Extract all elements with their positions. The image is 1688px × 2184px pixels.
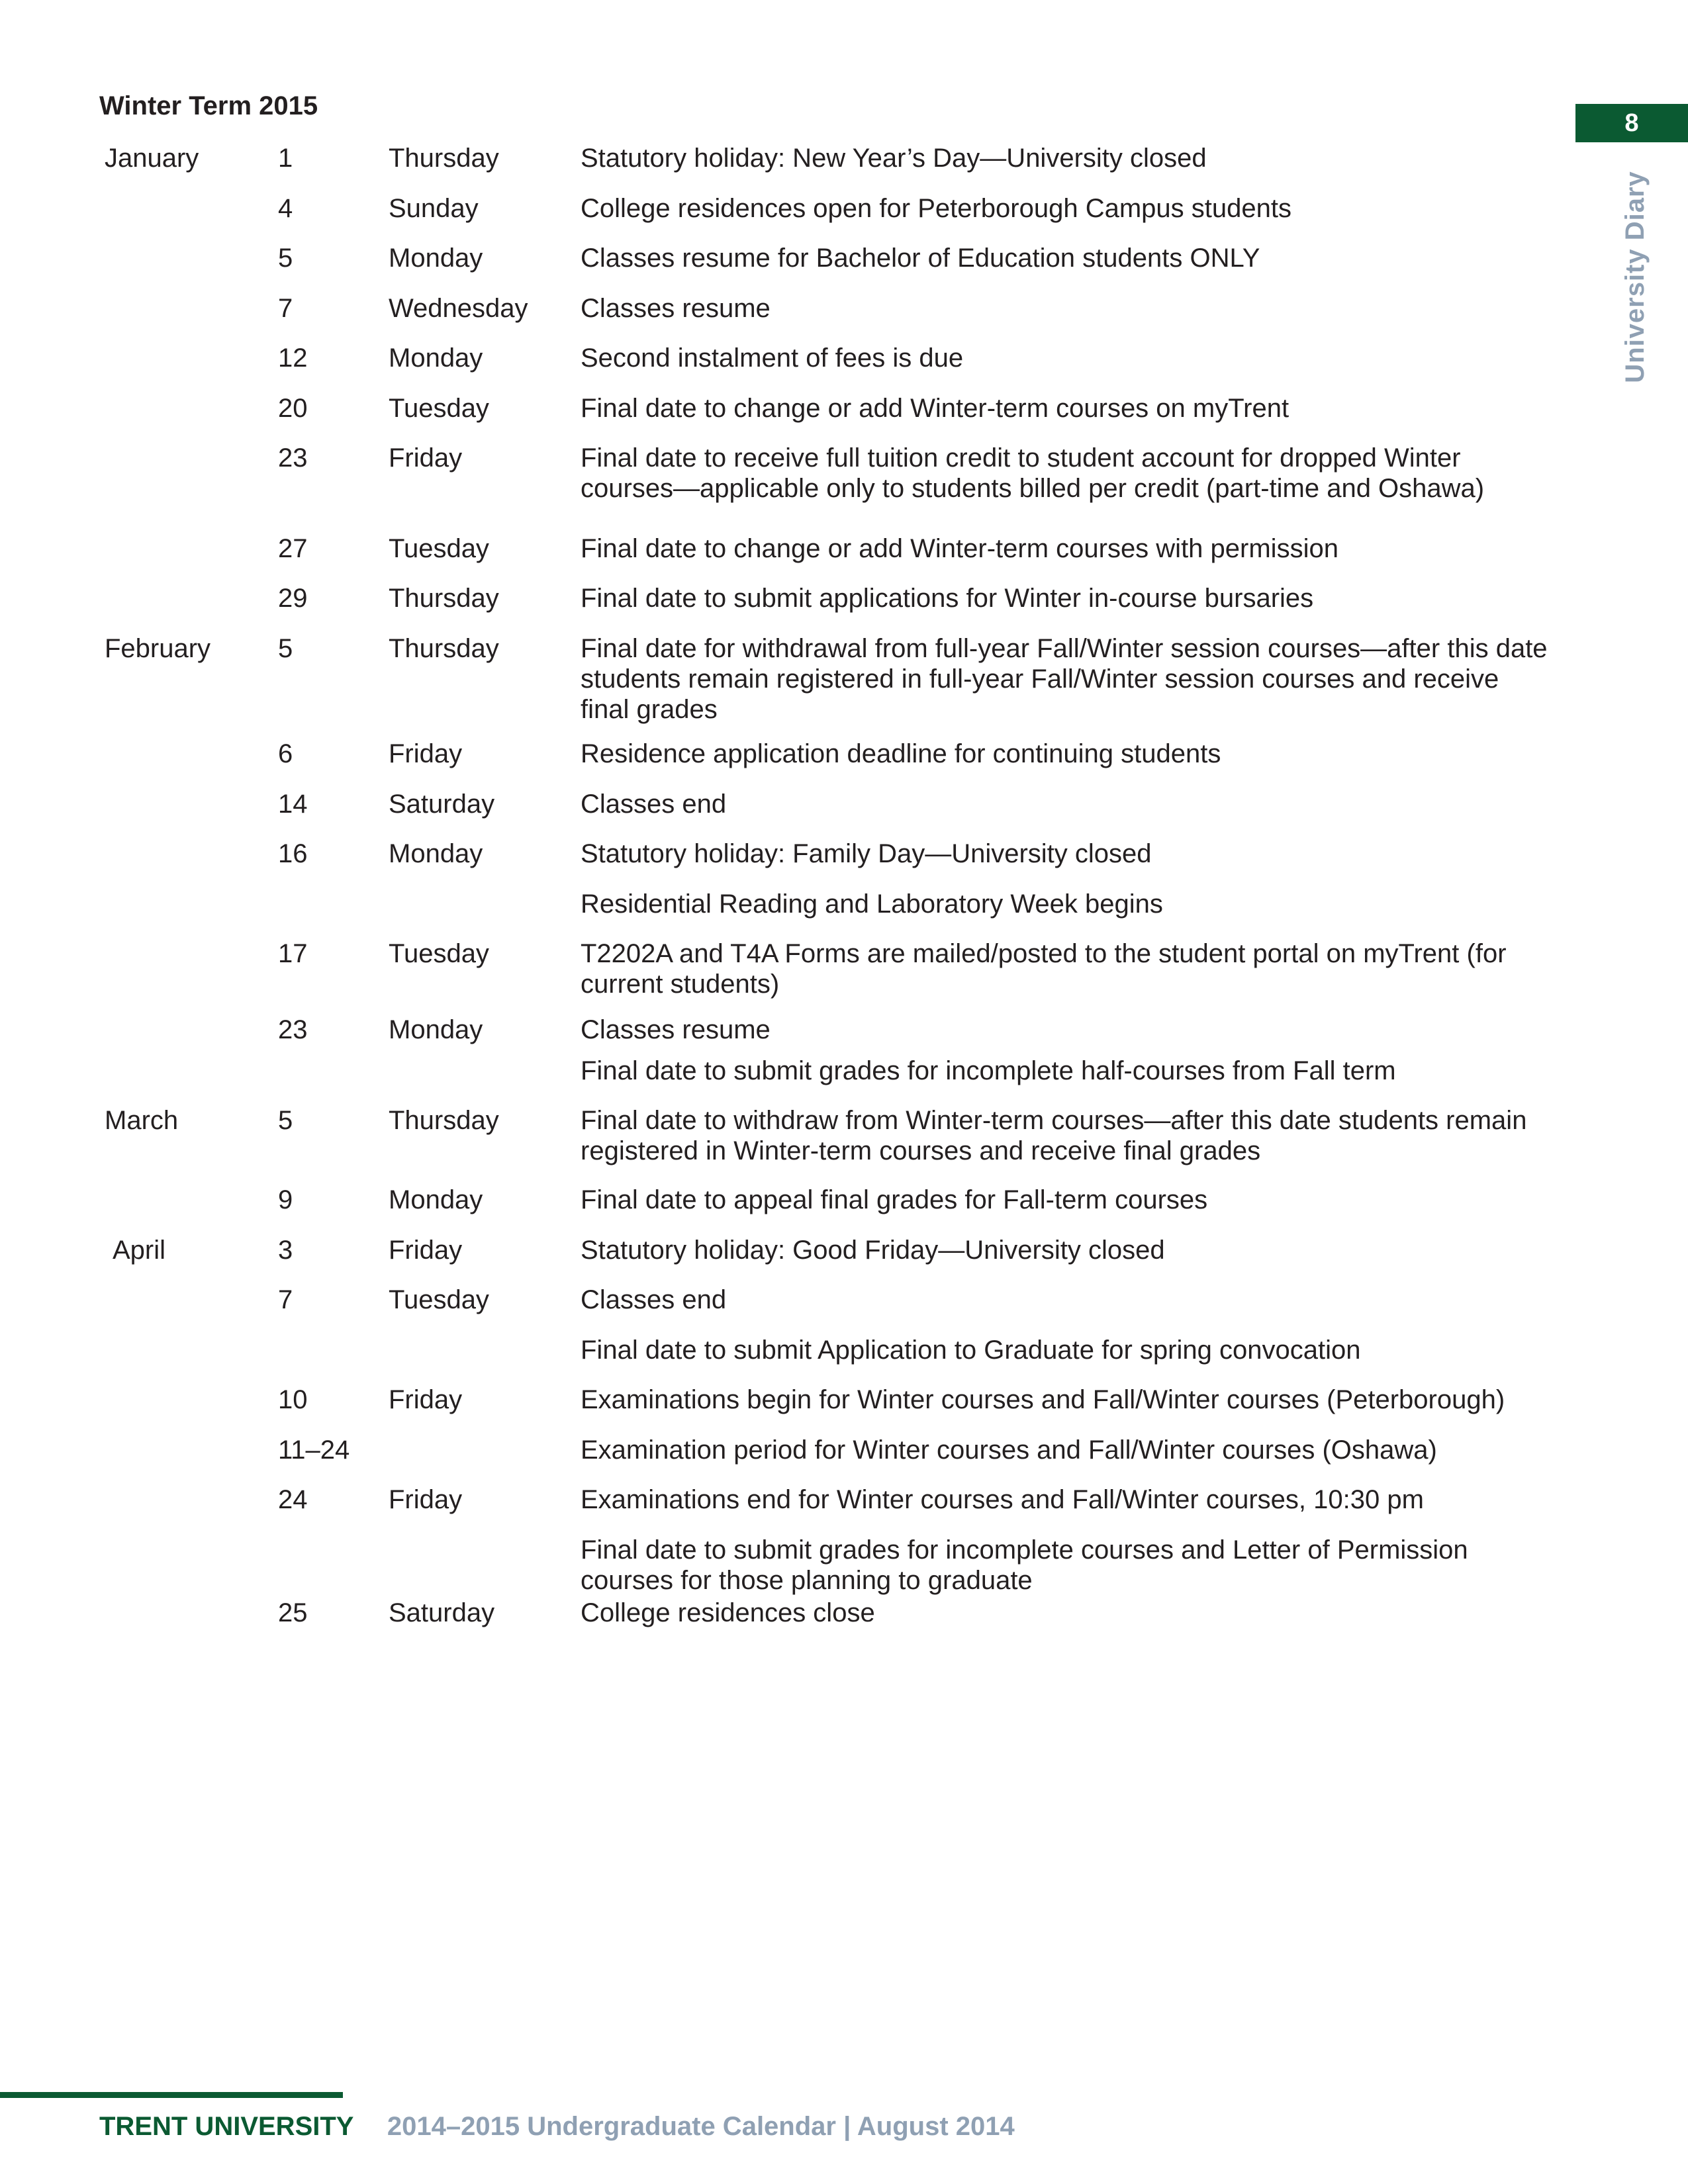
weekday-cell: Tuesday [389,534,489,563]
event-cell: Examinations begin for Winter courses and Fall/Winter courses (Peterborough) [581,1385,1505,1414]
day-cell: 5 [278,634,293,663]
event-cell: Final date to appeal final grades for Fall-term courses [581,1185,1208,1214]
day-cell: 3 [278,1236,293,1265]
day-cell: 9 [278,1185,293,1214]
day-cell: 7 [278,1285,293,1314]
weekday-cell: Monday [389,1015,483,1044]
weekday-cell: Thursday [389,634,499,663]
footer [99,2110,1015,2143]
weekday-cell: Sunday [389,194,479,223]
weekday-cell: Saturday [389,790,495,819]
day-cell: 25 [278,1598,308,1627]
event-cell: College residences open for Peterborough Campus students [581,194,1291,223]
event-cell: Classes resume [581,1015,771,1044]
weekday-cell: Thursday [389,144,499,173]
weekday-cell: Tuesday [389,1285,489,1314]
event-cell: Final date to withdraw from Winter-term courses—after this date students remain registered in Winter-term courses and receive final grades [581,1106,1527,1165]
weekday-cell: Friday [389,443,463,473]
weekday-cell: Wednesday [389,294,528,323]
side-label-text: University Diary [1620,170,1650,383]
day-cell: 24 [278,1485,308,1514]
event-cell: Final date to submit grades for incomplete half-courses from Fall term [581,1056,1396,1085]
event-cell: College residences close [581,1598,875,1627]
event-cell: Final date to receive full tuition credit to student account for dropped Winter courses—applicable only to students billed per credit (part-time and Oshawa) [581,443,1485,503]
weekday-cell: Saturday [389,1598,495,1627]
weekday-cell: Monday [389,343,483,373]
day-cell: 29 [278,584,308,613]
event-cell: Classes end [581,1285,727,1314]
day-cell: 6 [278,739,293,768]
weekday-cell: Tuesday [389,939,489,968]
event-cell: Classes end [581,790,727,819]
event-cell: Final date to submit grades for incomplete courses and Letter of Permission courses for those planning to graduate [581,1535,1468,1595]
weekday-cell: Monday [389,1185,483,1214]
day-cell: 16 [278,839,308,868]
day-cell: 1 [278,144,293,173]
footer-subtitle: 2014–2015 Undergraduate Calendar | August 2014 [387,2112,1015,2141]
page-number: 8 [1624,109,1639,137]
weekday-cell: Thursday [389,1106,499,1135]
event-cell: Examinations end for Winter courses and Fall/Winter courses, 10:30 pm [581,1485,1424,1514]
month-cell: March [105,1106,179,1135]
section-title: Winter Term 2015 [99,91,318,120]
month-cell: January [105,144,199,173]
event-cell: Final date to change or add Winter-term courses with permission [581,534,1338,563]
weekday-cell: Friday [389,1485,463,1514]
event-cell: Examination period for Winter courses and Fall/Winter courses (Oshawa) [581,1435,1437,1465]
day-cell: 17 [278,939,308,968]
event-cell: Statutory holiday: New Year’s Day—University closed [581,144,1207,173]
day-cell: 14 [278,790,308,819]
month-cell: April [113,1236,166,1265]
weekday-cell: Thursday [389,584,499,613]
day-cell: 27 [278,534,308,563]
day-cell: 20 [278,394,308,423]
event-cell: Final date to submit Application to Graduate for spring convocation [581,1336,1361,1365]
event-cell: Final date to submit applications for Winter in-course bursaries [581,584,1314,613]
day-cell: 11–24 [278,1435,350,1465]
weekday-cell: Friday [389,739,463,768]
event-cell: Statutory holiday: Good Friday—University closed [581,1236,1165,1265]
weekday-cell: Monday [389,244,483,273]
weekday-cell: Tuesday [389,394,489,423]
event-cell: Residential Reading and Laboratory Week begins [581,889,1163,919]
day-cell: 23 [278,1015,308,1044]
footer-brand: TRENT UNIVERSITY [99,2112,353,2141]
event-cell: Classes resume [581,294,771,323]
event-cell: Classes resume for Bachelor of Education students ONLY [581,244,1260,273]
event-cell: Final date for withdrawal from full-year Fall/Winter session courses—after this date students remain registered in full-year Fall/Winter session courses and receive final grades [581,634,1548,724]
day-cell: 5 [278,244,293,273]
event-cell: Second instalment of fees is due [581,343,964,373]
weekday-cell: Friday [389,1385,463,1414]
weekday-cell: Monday [389,839,483,868]
event-cell: Statutory holiday: Family Day—University closed [581,839,1152,868]
month-cell: February [105,634,211,663]
day-cell: 5 [278,1106,293,1135]
day-cell: 10 [278,1385,308,1414]
footer-rule [0,2092,343,2098]
event-cell: Final date to change or add Winter-term courses on myTrent [581,394,1289,423]
day-cell: 12 [278,343,308,373]
day-cell: 23 [278,443,308,473]
day-cell: 7 [278,294,293,323]
event-cell: Residence application deadline for continuing students [581,739,1221,768]
weekday-cell: Friday [389,1236,463,1265]
day-cell: 4 [278,194,293,223]
event-cell: T2202A and T4A Forms are mailed/posted to the student portal on myTrent (for current students) [581,939,1507,999]
